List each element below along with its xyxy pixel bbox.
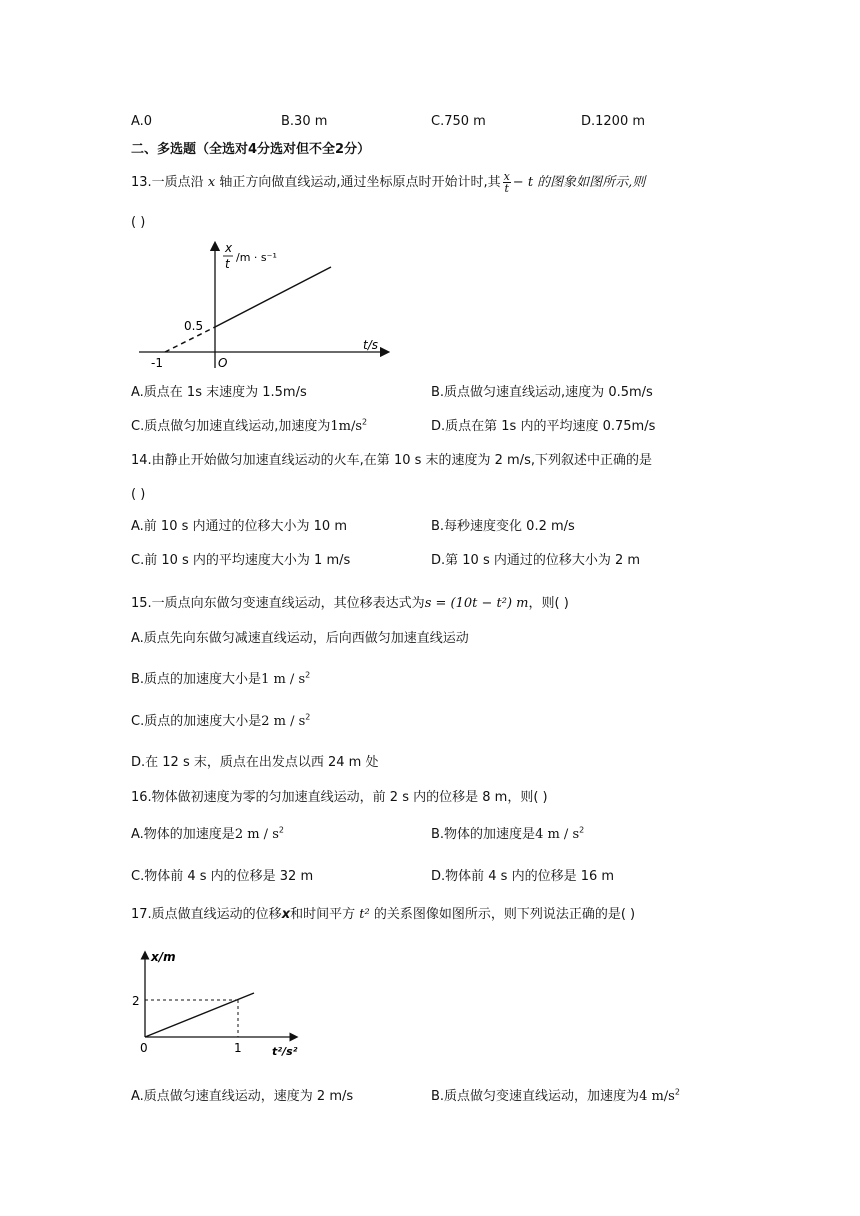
q15-option-a: A.质点先向东做匀减速直线运动，后向西做匀加速直线运动 <box>131 631 469 646</box>
q13-option-d: D.质点在第 1s 内的平均速度 0.75m/s <box>431 419 656 434</box>
q17-stem: 17.质点做直线运动的位移x和时间平方 t² 的关系图像如图所示，则下列说法正确的是( ) <box>131 907 636 922</box>
q13-option-a: A.质点在 1s 末速度为 1.5m/s <box>131 385 307 400</box>
q14-option-b: B.每秒速度变化 0.2 m/s <box>431 519 575 534</box>
q15-stem: 15.一质点向东做匀变速直线运动，其位移表达式为s = (10t − t²) m，则( ) <box>131 596 569 611</box>
q17-y-label: x/m <box>151 950 176 964</box>
q14-paren: ( ) <box>131 487 146 502</box>
q17-option-b: B.质点做匀变速直线运动，加速度为4 $m/s^2$ <box>431 1087 680 1104</box>
q12-option-b: B.30 m <box>281 114 328 129</box>
q14-option-c: C.前 10 s 内的平均速度大小为 1 m/s <box>131 553 351 568</box>
q12-option-d: D.1200 m <box>581 114 646 129</box>
q13-y-label-num: x <box>225 241 233 255</box>
q13-y-label-den: t <box>225 257 230 271</box>
q13-y-unit: /m · s⁻¹ <box>236 251 277 264</box>
q17-x-label: t²/s² <box>272 1045 298 1058</box>
q12-option-c: C.750 m <box>431 114 486 129</box>
q13-stem: 13.一质点沿 x 轴正方向做直线运动,通过坐标原点时开始计时,其 $\frac{x}{t}$ − t 的图象如图所示,则 <box>131 170 646 195</box>
q13-option-b: B.质点做匀速直线运动,速度为 0.5m/s <box>431 385 653 400</box>
q13-x-label: t/s <box>363 338 378 352</box>
q16-option-c: C.物体前 4 s 内的位移是 32 m <box>131 869 314 884</box>
q16-option-d: D.物体前 4 s 内的位移是 16 m <box>431 869 615 884</box>
q12-option-a: A.0 <box>131 114 153 129</box>
q13-origin-label: O <box>218 356 228 370</box>
q13-option-c: C.质点做匀加速直线运动,加速度为$1m/s^2$ <box>131 417 368 434</box>
q15-option-c: C.质点的加速度大小是2 m / $s^2$ <box>131 712 311 729</box>
q17-x-tick: 1 <box>234 1041 242 1055</box>
q17-option-a: A.质点做匀速直线运动，速度为 2 m/s <box>131 1089 354 1104</box>
q15-option-b: B.质点的加速度大小是1 m / $s^2$ <box>131 670 311 687</box>
q14-option-a: A.前 10 s 内通过的位移大小为 10 m <box>131 519 347 534</box>
q13-fraction: $\frac{x}{t}$ <box>503 170 510 195</box>
q17-origin-label: 0 <box>140 1041 148 1055</box>
q16-stem: 16.物体做初速度为零的匀加速直线运动，前 2 s 内的位移是 8 m，则( ) <box>131 790 548 805</box>
q16-option-b: B.物体的加速度是4 m / $s^2$ <box>431 825 585 842</box>
q13-data-line <box>215 267 331 327</box>
q17-y-tick: 2 <box>132 994 140 1008</box>
q13-var-x: x <box>207 175 216 190</box>
q14-option-d: D.第 10 s 内通过的位移大小为 2 m <box>431 553 641 568</box>
q15-formula: s = (10t − t²) m <box>424 596 529 611</box>
q15-option-d: D.在 12 s 末，质点在出发点以西 24 m 处 <box>131 755 379 770</box>
q13-paren: ( ) <box>131 215 146 230</box>
q13-neg-label: -1 <box>151 356 163 370</box>
q13-intercept-label: 0.5 <box>184 319 204 333</box>
q13-graph <box>135 238 395 374</box>
section-title: 二、多选题（全选对4分选对但不全2分） <box>131 142 371 157</box>
q14-stem: 14.由静止开始做匀加速直线运动的火车,在第 10 s 末的速度为 2 m/s,下列叙述中正确的是 <box>131 453 653 468</box>
q16-option-a: A.物体的加速度是2 m / $s^2$ <box>131 825 284 842</box>
q17-graph <box>128 945 318 1060</box>
